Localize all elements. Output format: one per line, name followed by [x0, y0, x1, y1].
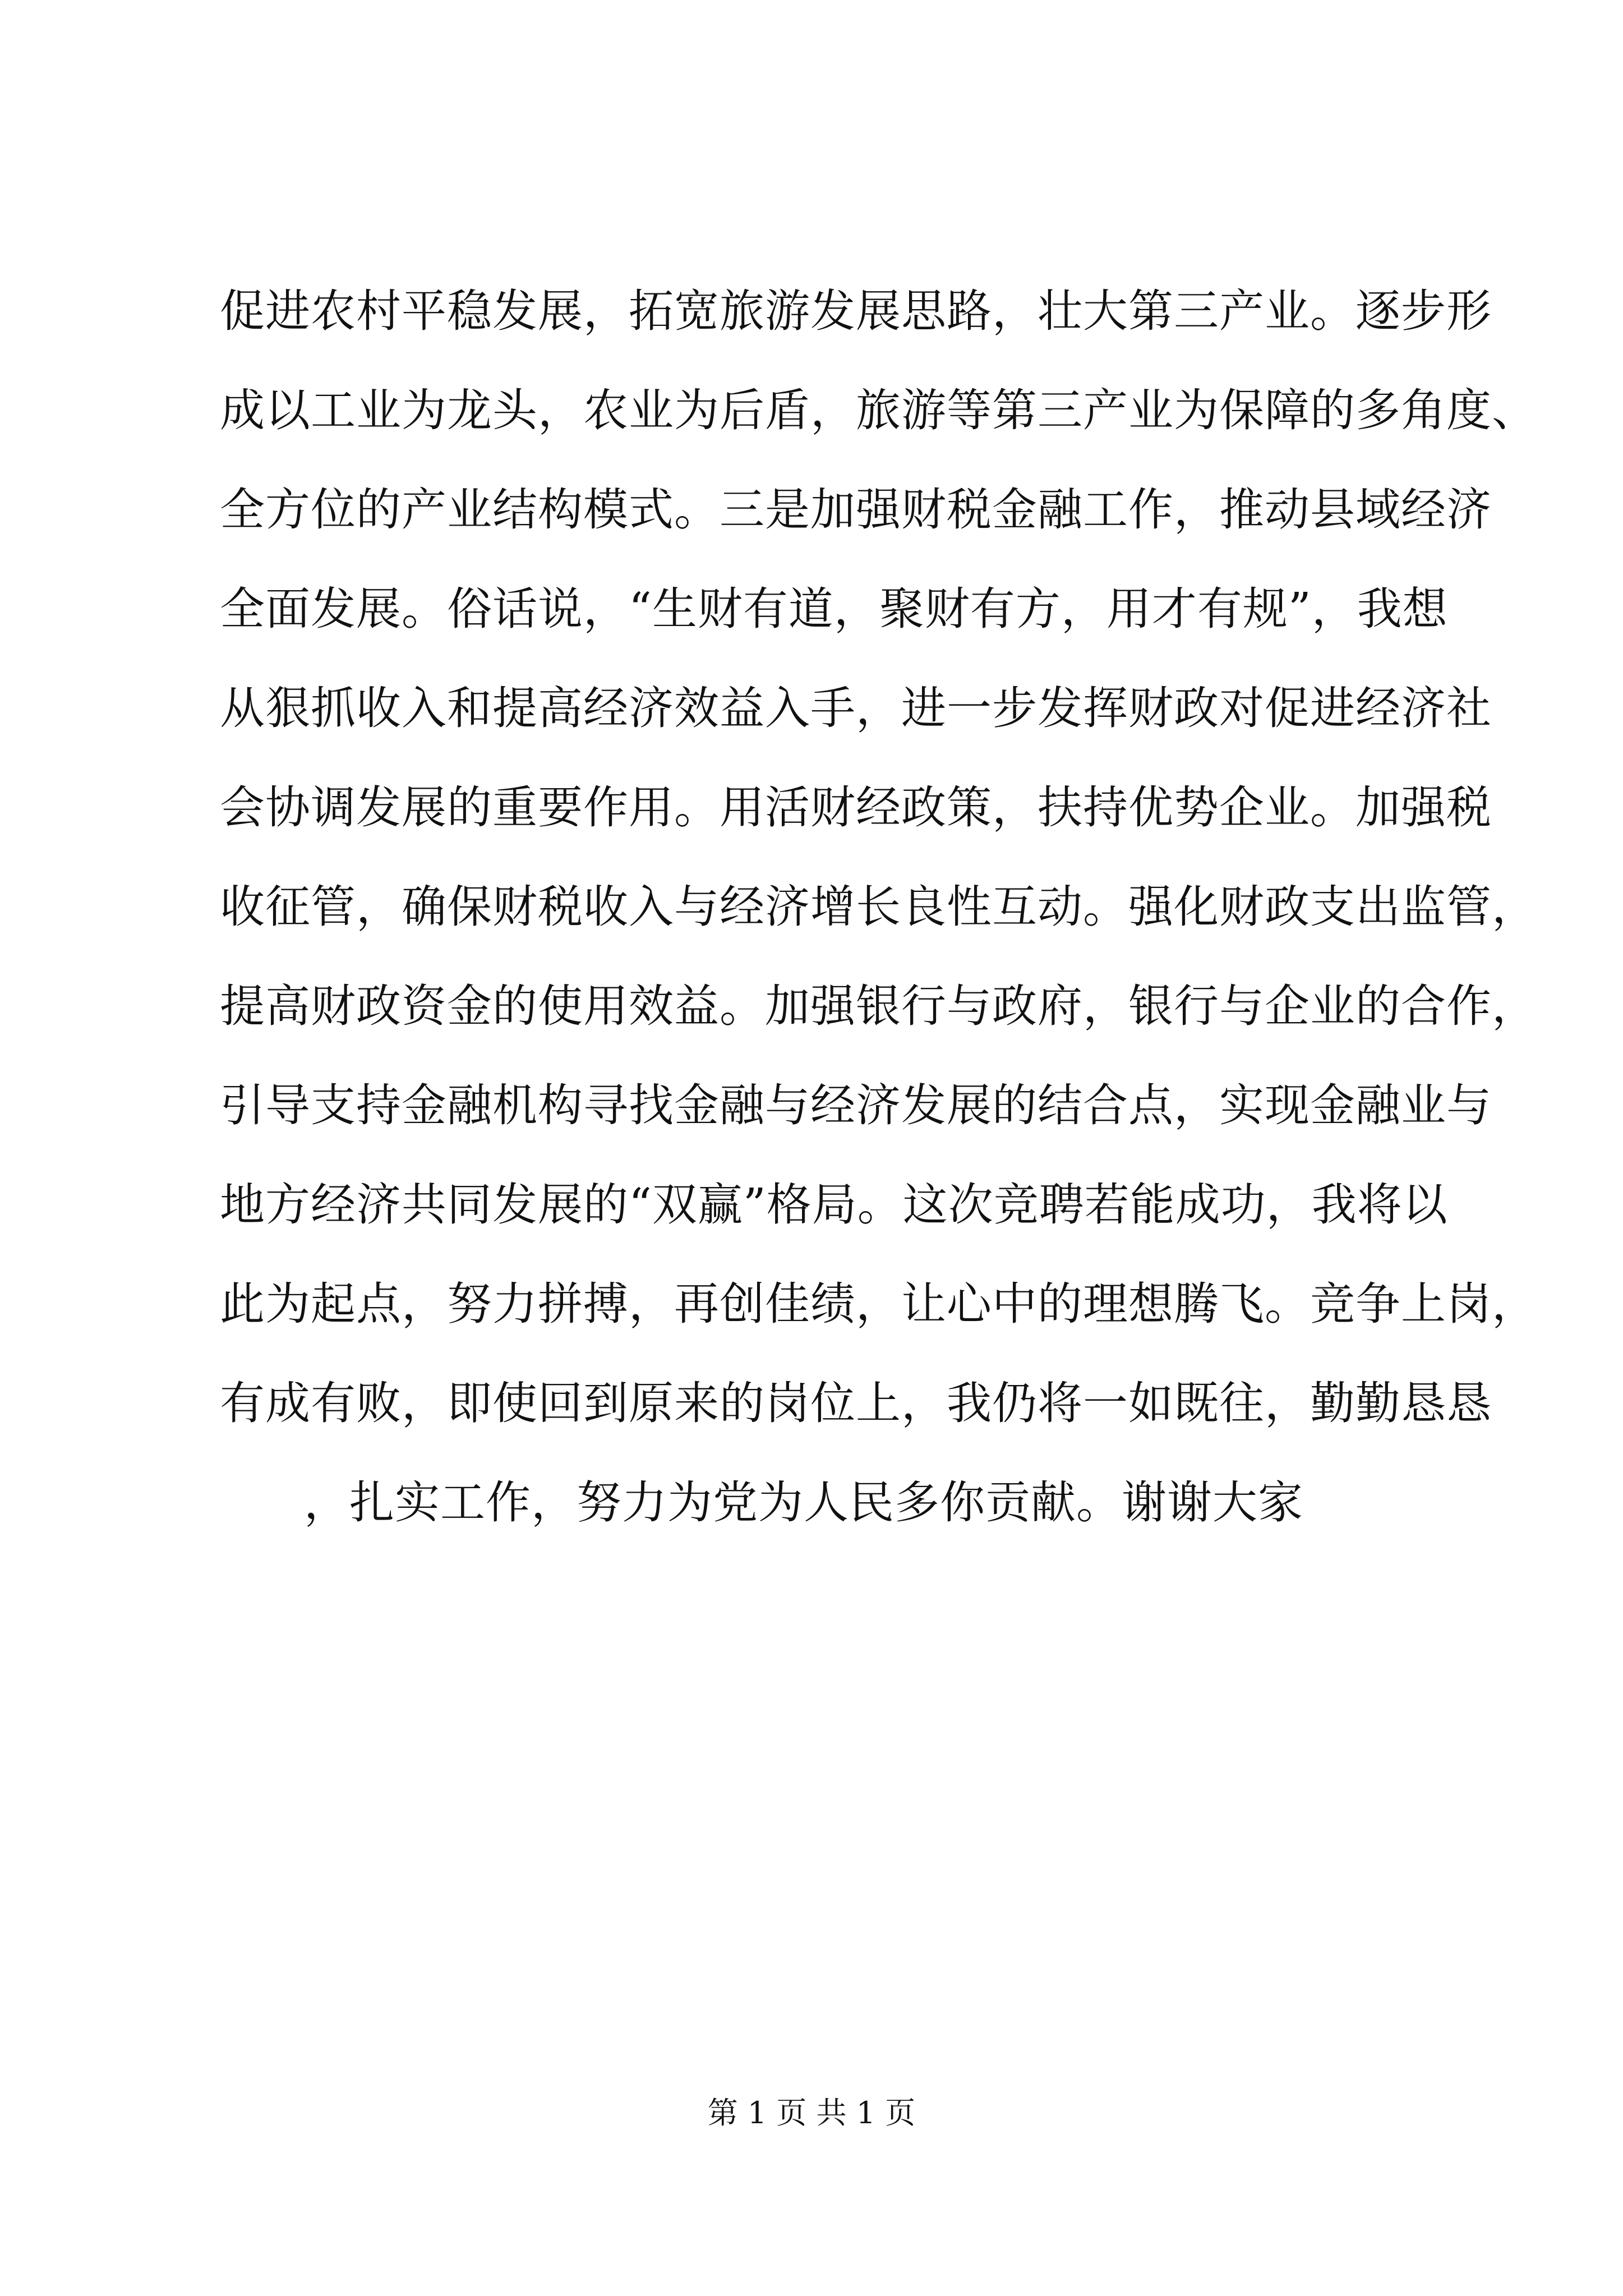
text-line: 此为起点，努力拼搏，再创佳绩，让心中的理想腾飞。竞争上岗， — [220, 1278, 1537, 1330]
page-number-footer: 第 1 页 共 1 页 — [707, 2095, 916, 2131]
text-line: 收征管，确保财税收入与经济增长良性互动。强化财政支出监管， — [220, 881, 1537, 933]
text-line: 引导支持金融机构寻找金融与经济发展的结合点，实现金融业与 — [220, 1079, 1492, 1131]
body-text — [220, 261, 1537, 1552]
text-line: 提高财政资金的使用效益。加强银行与政府，银行与企业的合作， — [220, 980, 1537, 1032]
text-line: 有成有败，即使回到原来的岗位上，我仍将一如既往，勤勤恳恳 — [220, 1377, 1492, 1429]
text-line: 全面发展。俗话说，“生财有道，聚财有方，用才有规”，我想 — [220, 583, 1448, 635]
text-line: 会协调发展的重要作用。用活财经政策，扶持优势企业。加强税 — [220, 781, 1492, 834]
text-line: 从狠抓收入和提高经济效益入手，进一步发挥财政对促进经济社 — [220, 682, 1492, 734]
text-line: ，扎实工作，努力为党为人民多你贡献。谢谢大家 — [304, 1476, 1303, 1529]
text-line: 地方经济共同发展的“双赢”格局。这次竞聘若能成功，我将以 — [220, 1179, 1448, 1231]
text-line: 成以工业为龙头，农业为后盾，旅游等第三产业为保障的多角度、 — [220, 384, 1537, 436]
text-line: 全方位的产业结构模式。三是加强财税金融工作，推动县域经济 — [220, 484, 1492, 536]
text-line: 促进农村平稳发展，拓宽旅游发展思路，壮大第三产业。逐步形 — [220, 285, 1492, 337]
